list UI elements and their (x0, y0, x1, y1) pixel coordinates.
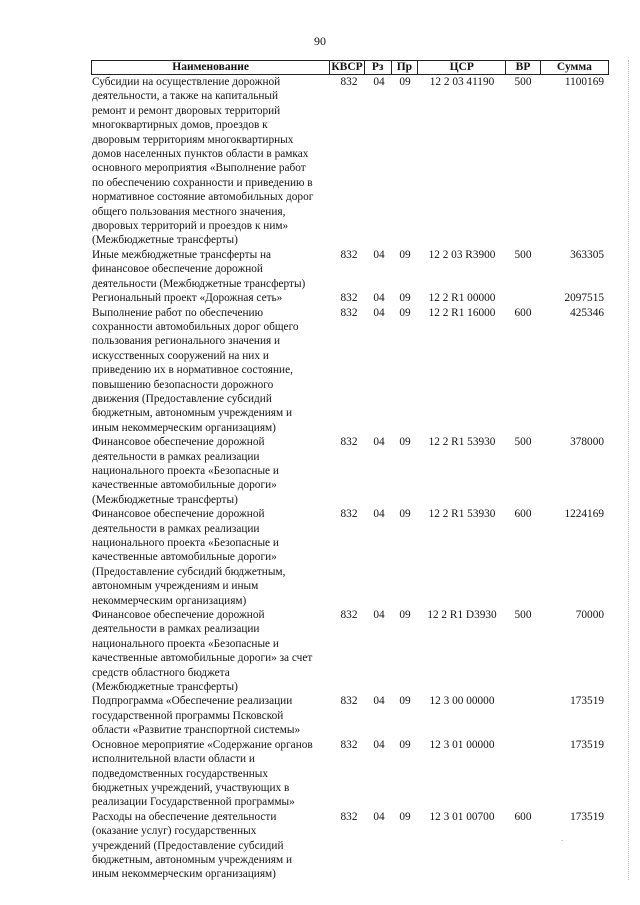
row-sum: 173519 (570, 695, 604, 708)
row-name (91, 694, 332, 737)
row-name-line: Основное мероприятие «Содержание органов (92, 738, 313, 751)
table-row (91, 738, 609, 810)
row-vr (506, 291, 540, 305)
row-name-line: (Межбюджетные трансферты) (92, 234, 238, 247)
row-csr: 12 3 01 00700 (429, 810, 495, 823)
row-kvsr: 832 (340, 436, 358, 449)
row-name-line: подведомственных государственных (92, 767, 269, 780)
row-name-line: области «Развитие транспортной системы» (92, 724, 301, 737)
row-kvsr: 832 (340, 738, 358, 751)
budget-table (91, 60, 609, 882)
row-csr: 12 2 03 41190 (429, 76, 495, 88)
row-name-line: Выполнение работ по обеспечению (92, 306, 264, 319)
row-name-line: финансовое обеспечение дорожной (92, 263, 263, 276)
table-row (91, 306, 609, 436)
row-name-line: Финансовое обеспечение дорожной (92, 436, 265, 449)
row-name (91, 248, 332, 291)
row-kvsr: 832 (340, 248, 358, 261)
scan-mark: . (561, 833, 564, 843)
row-kvsr: 832 (340, 306, 358, 319)
row-name-line: государственной программы Псковской (92, 709, 284, 722)
row-pr: 09 (399, 248, 411, 261)
row-name-line: повышению безопасности дорожного (92, 378, 274, 391)
row-name-line: движения (Предоставление субсидий (92, 392, 272, 405)
row-name-line: Расходы на обеспечение деятельности (92, 810, 277, 823)
row-rz: 04 (373, 695, 385, 708)
row-rz: 04 (373, 609, 385, 622)
table-row (91, 608, 609, 694)
row-pr: 09 (399, 292, 411, 305)
table-row (91, 694, 609, 737)
row-name-line: деятельности (Межбюджетные трансферты) (92, 277, 306, 290)
row-name-line: деятельности в рамках реализации (92, 522, 260, 535)
row-name-line: национального проекта «Безопасные и (92, 537, 279, 549)
row-name-line: деятельности, а также на капитальный (92, 90, 279, 103)
row-sum: 425346 (570, 306, 604, 319)
table-row (91, 75, 609, 248)
row-name-line: Финансовое обеспечение дорожной (92, 609, 265, 622)
table-row (91, 507, 609, 608)
row-rz: 04 (373, 292, 385, 305)
row-csr: 12 2 R1 53930 (428, 436, 496, 449)
row-rz: 04 (373, 248, 385, 261)
row-csr: 12 3 01 00000 (429, 738, 495, 751)
row-name-line: некоммерческим организациям) (92, 594, 247, 607)
row-kvsr: 832 (340, 810, 358, 823)
row-name-line: приведению их в нормативное состояние, (92, 364, 293, 377)
row-name-line: деятельности в рамках реализации (92, 623, 260, 636)
row-name-line: качественные автомобильные дороги» за счет (92, 652, 313, 665)
header-csr: ЦСР (418, 61, 506, 74)
row-csr: 12 2 R1 53930 (428, 508, 496, 521)
row-name-line: исполнительной власти области и (92, 753, 255, 766)
scan-edge-line (628, 60, 630, 880)
row-name-line: (Предоставление субсидий бюджетным, (92, 565, 286, 578)
table-body (91, 75, 609, 882)
row-csr: 12 2 03 R3900 (428, 248, 496, 261)
row-name-line: национального проекта «Безопасные и (92, 464, 279, 477)
row-rz: 04 (373, 738, 385, 751)
row-rz: 04 (373, 508, 385, 521)
row-name-line: национального проекта «Безопасные и (92, 637, 279, 650)
row-vr: 600 (514, 508, 532, 521)
row-name-line: качественные автомобильные дороги» (92, 479, 277, 492)
row-vr (506, 694, 540, 737)
row-name-line: Субсидии на осуществление дорожной (92, 76, 281, 88)
row-sum: 2097515 (564, 292, 604, 305)
row-name-line: качественные автомобильные дороги» (92, 551, 277, 564)
row-name-line: учреждений (Предоставление субсидий (92, 839, 284, 852)
row-sum: 173519 (570, 810, 604, 823)
row-name-line: многоквартирных домов, проездов к (92, 119, 268, 132)
row-sum: 1100169 (564, 76, 604, 88)
row-name-line: деятельности в рамках реализации (92, 450, 260, 463)
row-pr: 09 (399, 306, 411, 319)
header-sum: Сумма (556, 61, 592, 73)
row-name-line: дворовых территорий и проездов к ним» (92, 220, 289, 233)
row-rz: 04 (373, 76, 385, 88)
table-header (91, 60, 609, 75)
row-name-line: нормативное состояние автомобильных дорог (92, 191, 314, 204)
row-name (91, 810, 332, 882)
row-name-line: Иные межбюджетные трансферты на (92, 248, 272, 261)
row-name (91, 738, 332, 810)
row-name (91, 507, 332, 608)
row-name-line: сохранности автомобильных дорог общего (92, 320, 299, 333)
row-name-line: средств областного бюджета (92, 666, 230, 679)
header-kvsr: КВСР (330, 61, 365, 74)
row-name (91, 291, 332, 305)
header-pr: Пр (392, 61, 419, 74)
row-name-line: дворовым территориям многоквартирных (92, 133, 294, 146)
row-pr: 09 (399, 609, 411, 622)
row-name-line: ремонт и ремонт дворовых территорий (92, 104, 281, 117)
row-name-line: пользования регионального значения и (92, 335, 281, 348)
header-vr: ВР (506, 61, 541, 74)
row-name (91, 608, 332, 694)
row-name-line: Финансовое обеспечение дорожной (92, 508, 265, 521)
row-name (91, 306, 332, 436)
row-kvsr: 832 (340, 695, 358, 708)
row-vr: 600 (514, 306, 532, 319)
row-pr: 09 (399, 508, 411, 521)
row-kvsr: 832 (340, 609, 358, 622)
row-name-line: домов населенных пунктов области в рамках (92, 148, 309, 161)
page-number: 90 (314, 34, 326, 48)
row-kvsr: 832 (340, 508, 358, 521)
table-row (91, 435, 609, 507)
row-name-line: бюджетным, автономным учреждениям и (92, 407, 293, 420)
row-rz: 04 (373, 436, 385, 449)
row-pr: 09 (399, 738, 411, 751)
row-csr: 12 3 00 00000 (429, 695, 495, 708)
row-kvsr: 832 (340, 292, 358, 305)
table-row (91, 248, 609, 291)
row-name (91, 435, 332, 507)
row-name-line: (Межбюджетные трансферты) (92, 493, 238, 506)
row-name-line: Подпрограмма «Обеспечение реализации (92, 695, 293, 708)
row-vr: 500 (514, 436, 532, 449)
row-sum: 70000 (575, 609, 604, 622)
row-name-line: основного мероприятия «Выполнение работ (92, 162, 306, 175)
row-sum: 1224169 (564, 508, 604, 521)
row-name-line: (Межбюджетные трансферты) (92, 681, 238, 694)
row-vr (506, 738, 540, 810)
row-csr: 12 2 R1 D3930 (427, 609, 497, 622)
row-pr: 09 (399, 810, 411, 823)
row-name-line: автономным учреждениям и иным (92, 580, 259, 593)
row-pr: 09 (399, 695, 411, 708)
row-csr: 12 2 R1 16000 (428, 306, 496, 319)
table-row (91, 810, 609, 882)
row-name-line: реализации Государственной программы» (92, 796, 295, 809)
row-pr: 09 (399, 76, 411, 88)
row-name-line: иным некоммерческим организациям) (92, 868, 276, 881)
row-name-line: (оказание услуг) государственных (92, 825, 257, 838)
row-rz: 04 (373, 810, 385, 823)
row-sum: 363305 (570, 248, 604, 261)
row-name-line: искусственных сооружений на них и (92, 349, 269, 362)
row-name-line: Региональный проект «Дорожная сеть» (92, 292, 283, 305)
row-sum: 378000 (570, 436, 604, 449)
row-csr: 12 2 R1 00000 (428, 292, 496, 305)
row-name-line: общего пользования местного значения, (92, 205, 286, 218)
row-name-line: бюджетных учреждений, участвующих в (92, 781, 290, 794)
row-name-line: бюджетным, автономным учреждениям и (92, 853, 293, 866)
row-name-line: по обеспечению сохранности и приведению в (92, 176, 313, 189)
row-vr: 600 (514, 810, 532, 823)
row-pr: 09 (399, 436, 411, 449)
row-vr: 500 (514, 248, 532, 261)
header-name: Наименование (92, 61, 330, 74)
row-name-line: иным некоммерческим организациям) (92, 421, 276, 434)
row-vr: 500 (514, 609, 532, 622)
row-vr: 500 (514, 76, 532, 88)
header-rz: Рз (365, 61, 392, 74)
row-kvsr: 832 (340, 76, 358, 88)
row-name (91, 75, 332, 248)
row-rz: 04 (373, 306, 385, 319)
row-sum: 173519 (570, 738, 604, 751)
table-row (91, 291, 609, 305)
